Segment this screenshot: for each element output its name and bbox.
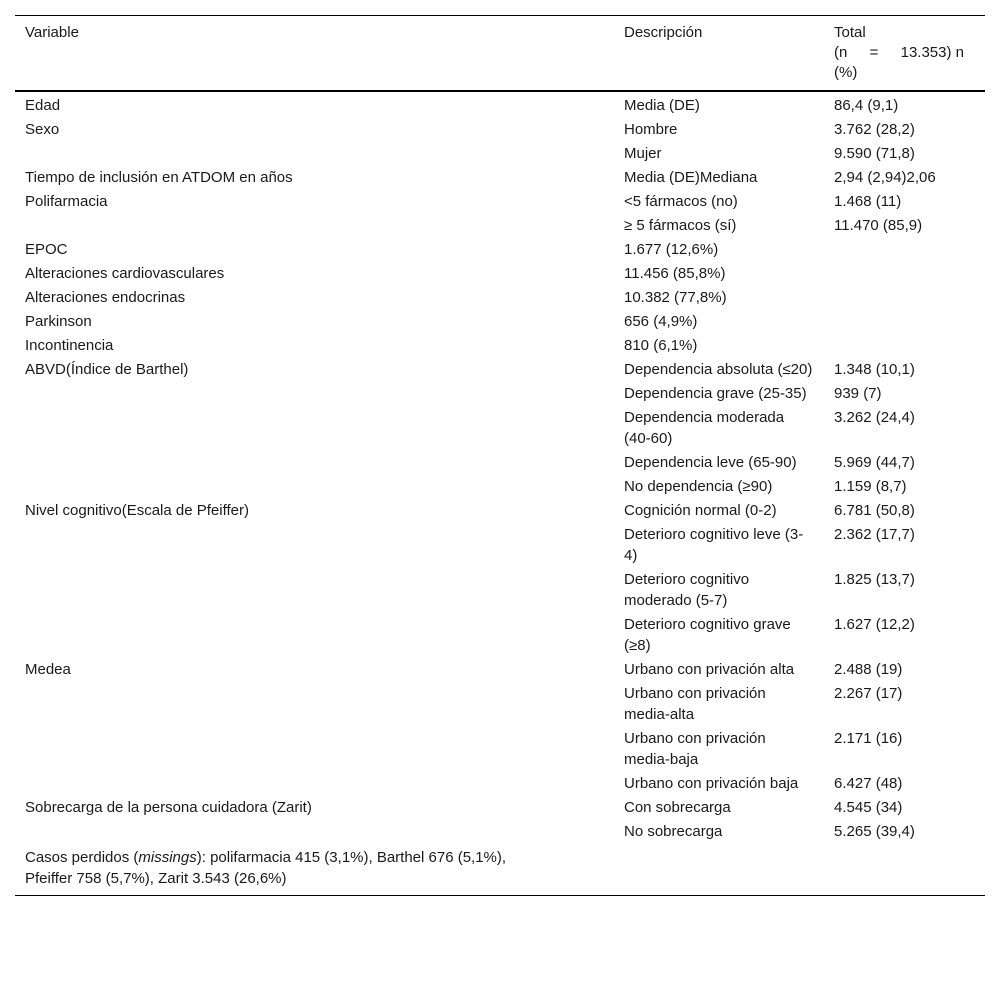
table-row <box>15 190 985 214</box>
cell-total: 2,94 (2,94)2,06 <box>834 169 936 186</box>
cell-variable: Incontinencia <box>25 337 114 354</box>
table-header <box>15 16 985 92</box>
table-row <box>15 796 985 820</box>
cell-total: 5.265 (39,4) <box>834 823 915 840</box>
cell-variable <box>15 727 614 772</box>
table-container <box>15 15 985 896</box>
cell-variable: Polifarmacia <box>25 193 108 210</box>
cell-total: 6.427 (48) <box>834 775 903 792</box>
cell-descripcion: 810 (6,1%) <box>624 337 698 354</box>
table-row <box>15 613 985 658</box>
cell-descripcion: Mujer <box>624 145 662 162</box>
cell-total: 1.348 (10,1) <box>834 361 915 378</box>
cell-descripcion: Urbano con privación baja <box>624 775 799 792</box>
cell-variable: Edad <box>25 97 61 114</box>
cell-total <box>824 286 985 310</box>
table-row <box>15 142 985 166</box>
cell-variable <box>15 475 614 499</box>
cell-total: 2.267 (17) <box>834 685 903 702</box>
cell-total: 1.825 (13,7) <box>834 571 915 588</box>
footnote-cell <box>15 844 985 896</box>
cell-descripcion: Dependencia absoluta (≤20) <box>624 361 813 378</box>
cell-variable: EPOC <box>25 241 68 258</box>
table-row <box>15 820 985 844</box>
cell-total: 4.545 (34) <box>834 799 903 816</box>
table-row <box>15 214 985 238</box>
cell-descripcion: Urbano con privación media-alta <box>624 685 766 723</box>
table-footer <box>15 844 985 896</box>
cell-descripcion: Hombre <box>624 121 678 138</box>
cell-variable: Nivel cognitivo(Escala de Pfeiffer) <box>25 502 249 519</box>
cell-descripcion: Media (DE)Mediana <box>624 169 758 186</box>
cell-total <box>824 262 985 286</box>
cell-descripcion: Dependencia moderada (40-60) <box>624 409 785 447</box>
table-row <box>15 568 985 613</box>
cell-total: 86,4 (9,1) <box>834 97 899 114</box>
table-row <box>15 772 985 796</box>
cell-variable: Alteraciones endocrinas <box>25 289 186 306</box>
cell-variable <box>15 820 614 844</box>
cell-descripcion: Urbano con privación alta <box>624 661 795 678</box>
table-row <box>15 523 985 568</box>
cell-variable: Parkinson <box>25 313 92 330</box>
header-row <box>15 16 985 92</box>
cell-total: 3.262 (24,4) <box>834 409 915 426</box>
cell-total: 939 (7) <box>834 385 882 402</box>
table-row <box>15 238 985 262</box>
cell-descripcion: 1.677 (12,6%) <box>624 241 719 258</box>
cell-variable <box>15 682 614 727</box>
table-row <box>15 286 985 310</box>
cell-variable: Sexo <box>25 121 60 138</box>
cell-variable: Alteraciones cardiovasculares <box>25 265 225 282</box>
cell-variable <box>15 451 614 475</box>
table-row <box>15 358 985 382</box>
header-total <box>824 16 985 92</box>
cell-total: 3.762 (28,2) <box>834 121 915 138</box>
cell-total: 2.362 (17,7) <box>834 526 915 543</box>
cell-total: 1.468 (11) <box>834 193 902 210</box>
footnote-italic: missings <box>138 849 197 866</box>
header-total-n-line <box>834 43 964 63</box>
cell-total: 1.627 (12,2) <box>834 616 915 633</box>
table-row <box>15 499 985 523</box>
footnote-row <box>15 844 985 896</box>
footnote-text <box>25 847 545 889</box>
cell-descripcion: Urbano con privación media-baja <box>624 730 766 768</box>
table-row <box>15 334 985 358</box>
cell-variable <box>15 382 614 406</box>
table-row <box>15 118 985 142</box>
cell-total: 2.488 (19) <box>834 661 903 678</box>
cell-total <box>824 238 985 262</box>
cell-variable: Medea <box>25 661 71 678</box>
header-total-n-value: 13.353) n <box>900 44 964 61</box>
cell-total <box>824 310 985 334</box>
cell-total: 9.590 (71,8) <box>834 145 915 162</box>
table-row <box>15 382 985 406</box>
table-row <box>15 727 985 772</box>
cell-descripcion: Con sobrecarga <box>624 799 731 816</box>
header-total-n-open: (n <box>834 44 848 61</box>
cell-descripcion: Deterioro cognitivo leve (3-4) <box>624 526 804 564</box>
cell-descripcion: Dependencia grave (25-35) <box>624 385 807 402</box>
table-row <box>15 262 985 286</box>
cell-variable <box>15 142 614 166</box>
table-row <box>15 451 985 475</box>
footnote-prefix: Casos perdidos ( <box>25 849 139 866</box>
footnote-suffix: ): polifarmacia 415 (3,1%), Barthel 676 (5,1%), Pfeiffer 758 (5,7%), Zarit 3.543 (26,6%) <box>25 849 507 887</box>
cell-variable: Tiempo de inclusión en ATDOM en años <box>25 169 293 186</box>
data-table <box>15 15 985 896</box>
cell-descripcion: 656 (4,9%) <box>624 313 698 330</box>
header-descripcion: Descripción <box>624 24 703 41</box>
cell-total: 5.969 (44,7) <box>834 454 915 471</box>
cell-total: 6.781 (50,8) <box>834 502 915 519</box>
cell-total <box>824 334 985 358</box>
cell-descripcion: <5 fármacos (no) <box>624 193 738 210</box>
cell-total: 11.470 (85,9) <box>834 217 923 234</box>
table-row <box>15 91 985 118</box>
cell-descripcion: Deterioro cognitivo grave (≥8) <box>624 616 791 654</box>
header-variable: Variable <box>25 24 79 41</box>
cell-variable <box>15 406 614 451</box>
cell-descripcion: No sobrecarga <box>624 823 723 840</box>
table-row <box>15 310 985 334</box>
cell-variable <box>15 523 614 568</box>
cell-descripcion: No dependencia (≥90) <box>624 478 773 495</box>
table-body <box>15 91 985 844</box>
cell-variable <box>15 613 614 658</box>
cell-descripcion: ≥ 5 fármacos (sí) <box>624 217 737 234</box>
table-row <box>15 682 985 727</box>
cell-variable: ABVD(Índice de Barthel) <box>25 361 189 378</box>
table-row <box>15 406 985 451</box>
cell-descripcion: 10.382 (77,8%) <box>624 289 727 306</box>
cell-descripcion: Deterioro cognitivo moderado (5-7) <box>624 571 750 609</box>
cell-variable <box>15 568 614 613</box>
cell-variable <box>15 772 614 796</box>
header-total-line1: Total <box>834 24 866 41</box>
cell-variable <box>15 214 614 238</box>
table-row <box>15 166 985 190</box>
cell-descripcion: Cognición normal (0-2) <box>624 502 777 519</box>
cell-descripcion: Media (DE) <box>624 97 700 114</box>
header-total-pct: (%) <box>834 64 858 81</box>
cell-total: 1.159 (8,7) <box>834 478 907 495</box>
cell-descripcion: Dependencia leve (65-90) <box>624 454 797 471</box>
cell-descripcion: 11.456 (85,8%) <box>624 265 726 282</box>
header-total-eq: = <box>869 44 879 61</box>
table-row <box>15 658 985 682</box>
cell-total: 2.171 (16) <box>834 730 903 747</box>
cell-variable: Sobrecarga de la persona cuidadora (Zarit) <box>25 799 312 816</box>
table-row <box>15 475 985 499</box>
